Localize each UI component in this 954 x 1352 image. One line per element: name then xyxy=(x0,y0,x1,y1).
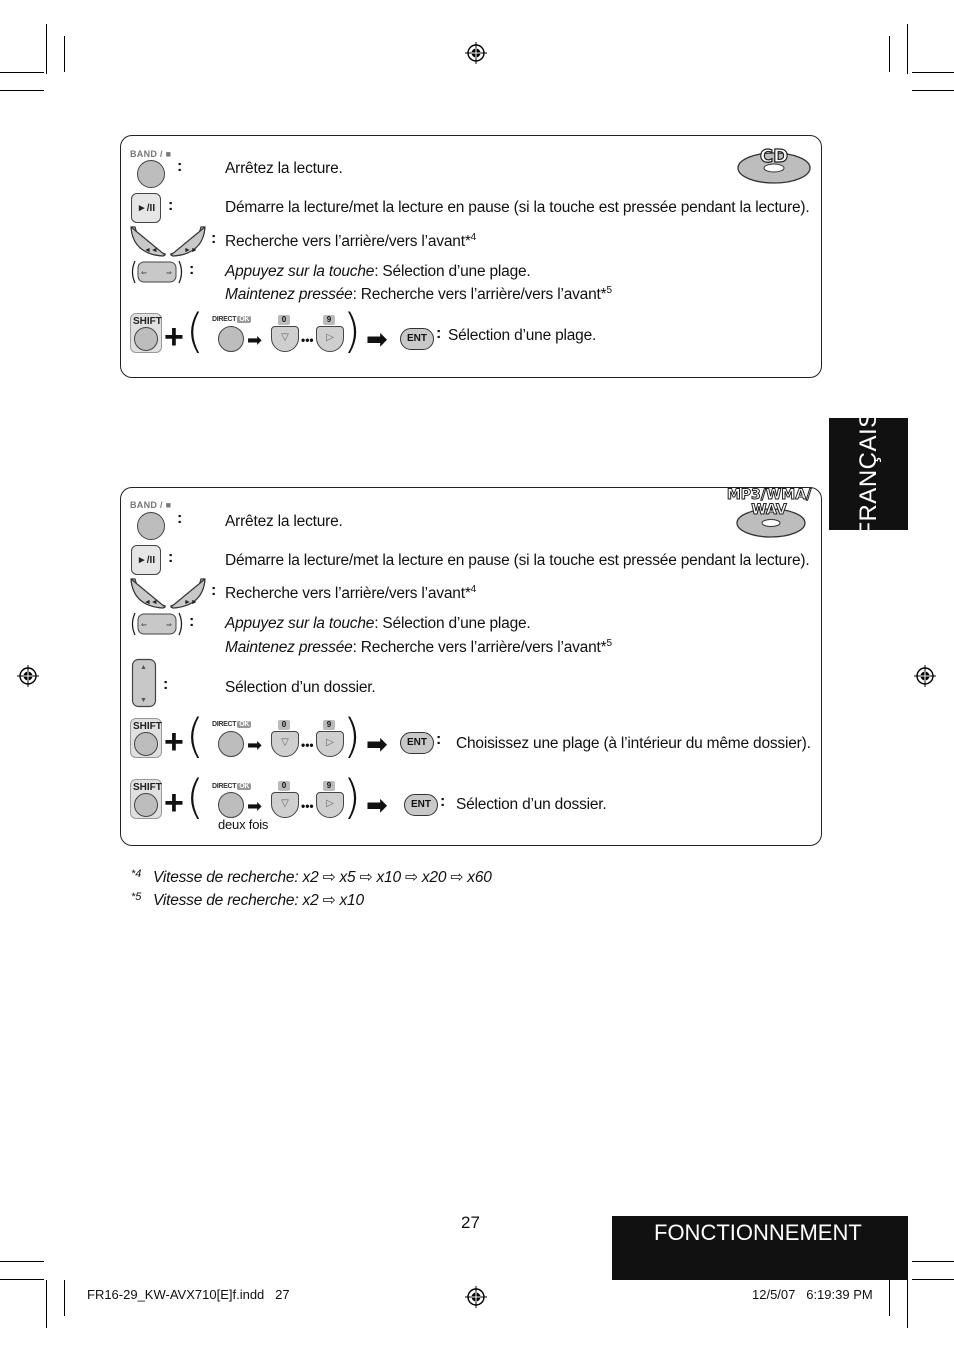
footer-file: FR16-29_KW-AVX710[E]f.indd 27 xyxy=(87,1287,290,1302)
num-zero-label: 0 xyxy=(278,720,290,730)
colon: : xyxy=(211,582,217,599)
crop-mark xyxy=(907,24,908,74)
up-down-rocker-icon[interactable] xyxy=(130,611,184,637)
section-tab-label: FONCTIONNEMENT xyxy=(654,1220,862,1245)
colon: : xyxy=(163,676,169,693)
svg-text:WAV: WAV xyxy=(751,502,787,518)
down-button[interactable]: ▽ xyxy=(271,326,299,352)
shift-button[interactable]: SHIFT xyxy=(130,779,162,819)
direct-button[interactable] xyxy=(218,326,244,352)
open-bracket: ( xyxy=(186,709,204,763)
crop-mark xyxy=(912,90,954,91)
direct-button[interactable] xyxy=(218,731,244,757)
svg-text:⇒: ⇒ xyxy=(166,270,172,277)
svg-text:◄◄: ◄◄ xyxy=(144,247,158,254)
next-button[interactable]: ▷ xyxy=(316,792,344,818)
colon: : xyxy=(177,158,183,175)
svg-text:MP3/WMA/: MP3/WMA/ xyxy=(726,487,812,503)
up-down-rocker-icon[interactable] xyxy=(130,259,184,285)
direct-label: DIRECT OK xyxy=(212,783,250,790)
crop-mark xyxy=(46,24,47,74)
arrow-icon: ➡ xyxy=(247,330,263,350)
band-label: BAND / ■ xyxy=(130,500,172,510)
footnote-4-text: Vitesse de recherche: x2 ⇨ x5 ⇨ x10 ⇨ x20 ⇨ x60 xyxy=(153,869,492,886)
direct-track-text: Choisissez une plage (à l’intérieur du même dossier). xyxy=(456,735,811,752)
language-tab-label: FRANÇAIS xyxy=(854,411,882,537)
colon: : xyxy=(168,197,174,214)
ellipsis: ••• xyxy=(301,799,314,813)
down-button[interactable]: ▽ xyxy=(271,792,299,818)
crop-mark xyxy=(912,72,954,73)
colon: : xyxy=(211,230,217,247)
arrow-icon: ➡ xyxy=(247,735,263,755)
open-bracket: ( xyxy=(186,304,204,358)
ent-button[interactable]: ENT xyxy=(400,732,434,754)
svg-text:⇐: ⇐ xyxy=(141,270,147,277)
crop-mark xyxy=(912,1261,954,1262)
svg-text:⇐: ⇐ xyxy=(141,622,147,629)
band-stop-button[interactable] xyxy=(137,512,165,540)
close-bracket: ) xyxy=(343,770,361,824)
play-pause-button[interactable]: ►/II xyxy=(131,193,161,223)
crop-mark xyxy=(64,1280,65,1316)
seek-buttons-icon[interactable] xyxy=(129,224,207,258)
ellipsis: ••• xyxy=(301,738,314,752)
direct-folder-text: Sélection d’un dossier. xyxy=(456,796,607,813)
direct-label: DIRECT OK xyxy=(212,316,250,323)
plus-sign: + xyxy=(164,784,184,822)
crop-mark xyxy=(907,1280,908,1328)
ent-button[interactable]: ENT xyxy=(404,794,438,816)
crop-mark xyxy=(64,36,65,72)
next-button[interactable]: ▷ xyxy=(316,326,344,352)
shift-button[interactable]: SHIFT xyxy=(130,718,162,758)
open-bracket: ( xyxy=(186,770,204,824)
page-number: 27 xyxy=(461,1213,480,1232)
ellipsis: ••• xyxy=(301,333,314,347)
registration-mark-icon xyxy=(465,42,487,64)
hold-text: Maintenez pressée: Recherche vers l’arrière/vers l’avant*$^5$ xyxy=(225,637,612,656)
down-button[interactable]: ▽ xyxy=(271,731,299,757)
registration-mark-icon xyxy=(914,665,936,687)
colon: : xyxy=(440,793,446,810)
num-zero-label: 0 xyxy=(278,315,290,325)
play-pause-text: Démarre la lecture/met la lecture en pause (si la touche est pressée pendant la lecture). xyxy=(225,199,810,216)
crop-mark xyxy=(0,1261,44,1262)
folder-text: Sélection d’un dossier. xyxy=(225,679,376,696)
plus-sign: + xyxy=(164,723,184,761)
svg-text:◄◄: ◄◄ xyxy=(144,599,158,606)
colon: : xyxy=(436,325,442,342)
direct-label: DIRECT OK xyxy=(212,721,250,728)
crop-mark xyxy=(46,1280,47,1328)
cd-disc-icon xyxy=(736,143,812,185)
section-tab xyxy=(612,1216,908,1280)
folder-up-down-icon[interactable] xyxy=(131,658,157,708)
play-pause-text: Démarre la lecture/met la lecture en pause (si la touche est pressée pendant la lecture). xyxy=(225,552,810,569)
num-zero-label: 0 xyxy=(278,781,290,791)
seek-text: Recherche vers l’arrière/vers l’avant*$^4$ xyxy=(225,583,477,602)
num-nine-label: 9 xyxy=(323,315,335,325)
hold-text: Maintenez pressée: Recherche vers l’arrière/vers l’avant*$^5$ xyxy=(225,284,612,303)
num-nine-label: 9 xyxy=(323,720,335,730)
registration-mark-icon xyxy=(465,1286,487,1308)
close-bracket: ) xyxy=(343,709,361,763)
press-text: Appuyez sur la touche: Sélection d’une plage. xyxy=(225,263,531,280)
footer-timestamp: 12/5/07 6:19:39 PM xyxy=(752,1287,873,1302)
shift-button[interactable]: SHIFT xyxy=(130,313,162,353)
crop-mark xyxy=(0,1279,44,1280)
colon: : xyxy=(189,261,195,278)
result-arrow-icon: ➡ xyxy=(366,324,388,354)
svg-text:▲: ▲ xyxy=(140,664,147,671)
mp3-disc-icon xyxy=(724,482,814,540)
footnote-5-text: Vitesse de recherche: x2 ⇨ x10 xyxy=(153,892,364,909)
svg-text:⇒: ⇒ xyxy=(166,622,172,629)
footnote-4-mark: *4 xyxy=(131,868,142,880)
ent-button[interactable]: ENT xyxy=(400,328,434,350)
stop-text: Arrêtez la lecture. xyxy=(225,160,343,177)
crop-mark xyxy=(889,36,890,72)
result-arrow-icon: ➡ xyxy=(366,790,388,820)
stop-text: Arrêtez la lecture. xyxy=(225,513,343,530)
crop-mark xyxy=(0,72,44,73)
next-button[interactable]: ▷ xyxy=(316,731,344,757)
registration-mark-icon xyxy=(17,665,39,687)
svg-text:▼: ▼ xyxy=(140,697,147,704)
svg-text:►►: ►► xyxy=(184,247,198,254)
seek-buttons-icon[interactable] xyxy=(129,576,207,610)
plus-sign: + xyxy=(164,318,184,356)
arrow-icon: ➡ xyxy=(247,796,263,816)
crop-mark xyxy=(889,1280,890,1316)
svg-text:CD: CD xyxy=(759,146,789,167)
result-arrow-icon: ➡ xyxy=(366,729,388,759)
colon: : xyxy=(436,731,442,748)
play-pause-button[interactable]: ►/II xyxy=(131,545,161,575)
svg-text:►►: ►► xyxy=(184,599,198,606)
language-tab xyxy=(829,411,908,537)
colon: : xyxy=(168,549,174,566)
twice-label: deux fois xyxy=(218,817,269,832)
band-label: BAND / ■ xyxy=(130,149,172,159)
colon: : xyxy=(177,510,183,527)
footnote-5-mark: *5 xyxy=(131,891,142,903)
close-bracket: ) xyxy=(343,304,361,358)
num-nine-label: 9 xyxy=(323,781,335,791)
direct-result-text: Sélection d’une plage. xyxy=(448,327,597,344)
crop-mark xyxy=(912,1279,954,1280)
seek-text: Recherche vers l’arrière/vers l’avant*$^4$ xyxy=(225,231,477,250)
press-text: Appuyez sur la touche: Sélection d’une plage. xyxy=(225,615,531,632)
band-stop-button[interactable] xyxy=(137,160,165,188)
crop-mark xyxy=(0,90,44,91)
colon: : xyxy=(189,613,195,630)
